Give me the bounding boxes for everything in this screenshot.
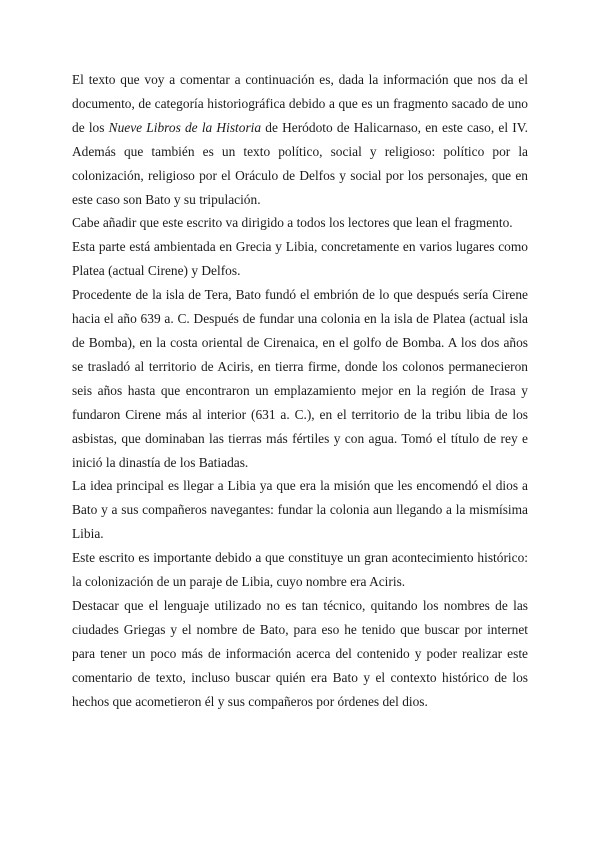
document-body <box>72 68 528 713</box>
paragraph-intro <box>72 68 528 211</box>
paragraph-intro-start: El texto que voy a comentar a continuación es, dada la información que nos da el documento, de categoría historiográfica debido a que es un fragmento sacado de uno de los <box>72 72 528 135</box>
paragraph-history: Procedente de la isla de Tera, Bato fundó el embrión de lo que después sería Cirene hacia el año 639 a. C. Después de fundar una colonia en la isla de Platea (actual isla de Bomba), en la costa oriental de Cirenaica, en el golfo de Bomba. A los dos años se trasladó al territorio de Aciris, en tierra firme, donde los colonos permanecieron seis años hasta que encontraron un emplazamiento mejor en la región de Irasa y fundaron Cirene más al interior (631 a. C.), en el territorio de la tribu libia de los asbistas, que dominaban las tierras más fértiles y con agua. Tomó el título de rey e inició la dinastía de los Batiadas. <box>72 287 528 470</box>
paragraph-importance: Este escrito es importante debido a que constituye un gran acontecimiento histórico: la colonización de un paraje de Libia, cuyo nombre era Aciris. <box>72 550 528 590</box>
paragraph-intro-end: de Heródoto de Halicarnaso, en este caso, el IV. Además que también es un texto político, social y religioso: político por la colonización, religioso por el Oráculo de Delfos y social por los personajes, que en este caso son Bato y su tripulación. <box>72 119 528 207</box>
paragraph-audience: Cabe añadir que este escrito va dirigido a todos los lectores que lean el fragmento. <box>72 215 513 231</box>
paragraph-setting: Esta parte está ambientada en Grecia y Libia, concretamente en varios lugares como Platea (actual Cirene) y Delfos. <box>72 239 528 279</box>
book-title: Nueve Libros de la Historia <box>108 119 262 135</box>
paragraph-main-idea: La idea principal es llegar a Libia ya que era la misión que les encomendó el dios a Bato y a sus compañeros navegantes: fundar la colonia aun llegando a la mismísima Libia. <box>72 478 528 542</box>
paragraph-language: Destacar que el lenguaje utilizado no es tan técnico, quitando los nombres de las ciudades Griegas y el nombre de Bato, para eso he tenido que buscar por internet para tener un poco más de información acerca del contenido y poder realizar este comentario de texto, incluso buscar quién era Bato y el contexto histórico de los hechos que acometieron él y sus compañeros por órdenes del dios. <box>72 597 528 709</box>
